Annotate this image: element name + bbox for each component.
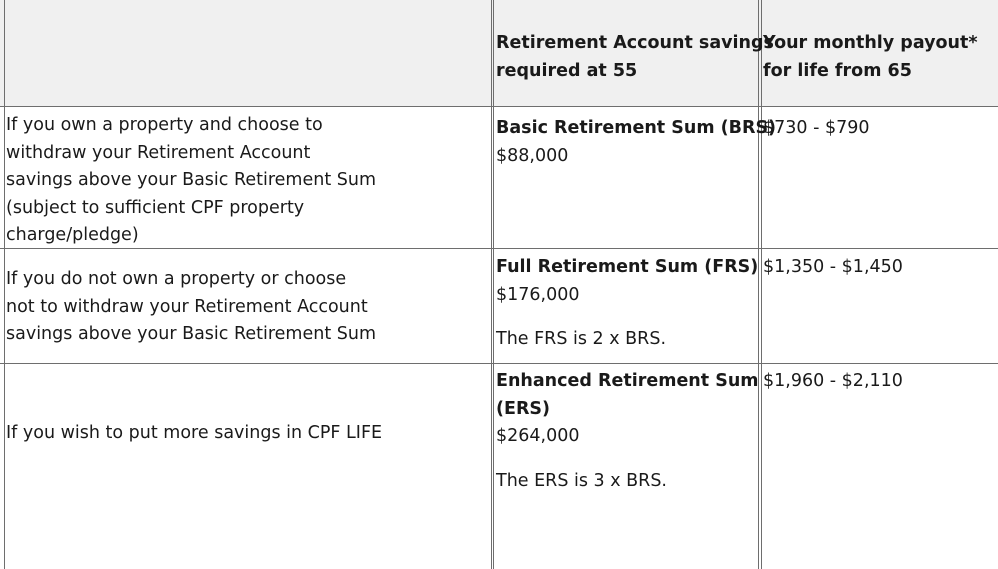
condition-line: (subject to sufficient CPF property [6, 197, 305, 218]
header-col-2 [496, 30, 774, 85]
row-1-payout: $730 - $790 [763, 118, 870, 138]
sum-name: Basic Retirement Sum (BRS) [496, 118, 777, 138]
condition-line: If you wish to put more savings in CPF LIFE [6, 423, 383, 443]
column-divider-1 [491, 0, 492, 569]
sum-name: Enhanced Retirement Sum [496, 371, 759, 391]
condition-line: charge/pledge) [6, 225, 139, 245]
header-col-3-line-1: Your monthly payout* [763, 33, 978, 53]
row-3-payout: $1,960 - $2,110 [763, 371, 903, 391]
header-row-border [0, 106, 998, 107]
sum-amount: $264,000 [496, 426, 580, 446]
sum-amount: $176,000 [496, 284, 580, 305]
sum-note: The ERS is 3 x BRS. [496, 470, 667, 491]
condition-line: savings above your Basic Retirement Sum [6, 170, 376, 190]
row-3-sum [496, 368, 759, 495]
row-2-condition [6, 266, 376, 349]
condition-line: If you own a property and choose to [6, 115, 323, 135]
column-divider-2b [761, 0, 762, 569]
condition-line: If you do not own a property or choose [6, 269, 347, 289]
table-border-left [4, 0, 5, 569]
header-col-3 [763, 30, 978, 85]
row-2-sum [496, 254, 758, 354]
row-2-payout: $1,350 - $1,450 [763, 257, 903, 277]
condition-line: not to withdraw your Retirement Account [6, 296, 368, 317]
condition-line: savings above your Basic Retirement Sum [6, 324, 376, 344]
header-col-2-line-1: Retirement Account savings [496, 33, 774, 53]
row-1-condition [6, 112, 376, 250]
condition-line: withdraw your Retirement Account [6, 142, 311, 163]
sum-name: (ERS) [496, 398, 551, 419]
sum-name: Full Retirement Sum (FRS) [496, 257, 759, 277]
row-1-sum [496, 115, 776, 170]
row-2-border [0, 363, 998, 364]
column-divider-1b [493, 0, 494, 569]
header-col-3-line-2: for life from 65 [763, 60, 912, 81]
sum-amount: $88,000 [496, 145, 569, 166]
row-3-condition [6, 420, 382, 448]
header-col-2-line-2: required at 55 [496, 60, 638, 81]
sum-note: The FRS is 2 x BRS. [496, 329, 667, 349]
